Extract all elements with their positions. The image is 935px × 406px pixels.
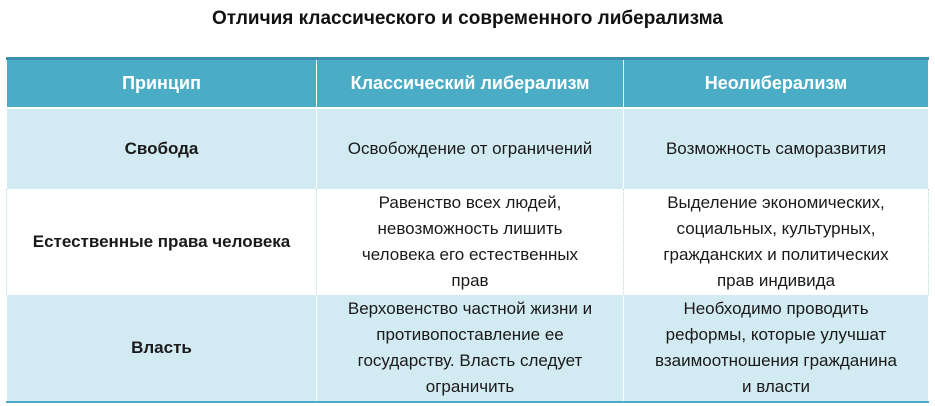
row-principle-text: Власть — [131, 338, 192, 357]
table-row — [7, 295, 929, 402]
classical-cell — [317, 108, 624, 189]
neoliberal-cell — [624, 295, 929, 402]
classical-text: Равенство всех людей, невозможность лишить человека его естественных прав — [361, 193, 579, 290]
neoliberal-cell — [624, 108, 929, 189]
row-principle-text: Свобода — [124, 139, 199, 158]
neoliberal-cell — [624, 189, 929, 295]
neoliberal-text: Выделение экономических, социальных, культурных, гражданских и политических прав индивида — [663, 193, 889, 290]
classical-cell — [317, 189, 624, 295]
page-title: Отличия классического и современного либерализма — [212, 8, 723, 29]
column-header-principle: Принцип — [7, 59, 317, 109]
column-header-neoliberalism: Неолиберализм — [624, 59, 929, 109]
table-row — [7, 189, 929, 295]
table-header-row — [7, 59, 929, 109]
row-principle-cell — [7, 295, 317, 402]
row-principle-text: Естественные права человека — [32, 232, 291, 251]
neoliberal-text: Необходимо проводить реформы, которые улучшат взаимоотношения гражданина и власти — [655, 299, 897, 396]
classical-cell — [317, 295, 624, 402]
table-row — [7, 108, 929, 189]
neoliberal-text: Возможность саморазвития — [665, 139, 887, 158]
row-principle-cell — [7, 189, 317, 295]
column-header-classical-liberalism: Классический либерализм — [317, 59, 624, 109]
row-principle-cell — [7, 108, 317, 189]
comparison-table — [6, 57, 929, 403]
classical-text: Освобождение от ограничений — [347, 139, 593, 158]
classical-text: Верховенство частной жизни и противопоставление ее государству. Власть следует ограничить — [347, 299, 593, 396]
